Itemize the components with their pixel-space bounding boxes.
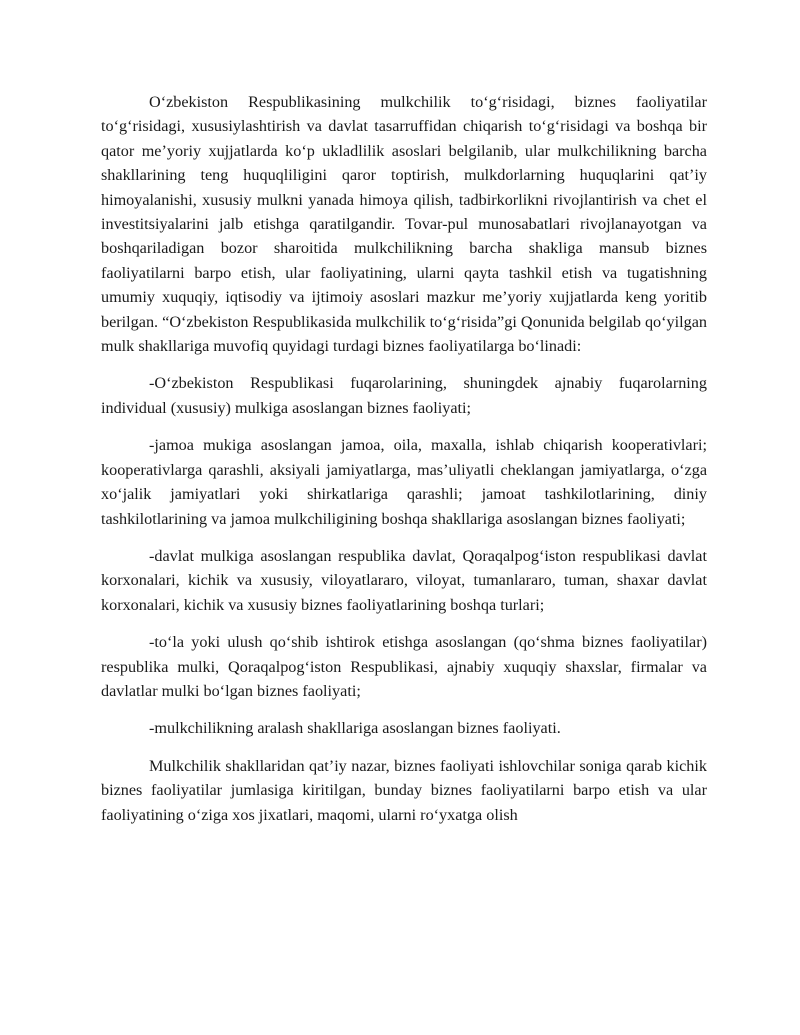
paragraph-intro: O‘zbekiston Respublikasining mulkchilik to‘g‘risidagi, biznes faoliyatilar to‘g‘risidagi, xususiylashtirish va davlat tasarruffidan chiqarish to‘g‘risidagi va boshqa bir qator me’yoriy xujjatlarda ko‘p ukladlilik asoslari belgilanib, ular mulkchilikning barcha shakllarining teng huquqliligini qaror toptirish, mulkdorlarning huquqlarini qat’iy himoyalanishi, xususiy mulkni yanada himoya qilish, tadbirkorlikni rivojlantirish va chet el investitsiyalarini jalb etishga qaratilgandir. Tovar-pul munosabatlari rivojlanayotgan va boshqariladigan bozor sharoitida mulkchilikning barcha shakliga mansub biznes faoliyatilarni barpo etish, ular faoliyatining, ularni qayta tashkil etish va tugatishning umumiy xuquqiy, iqtisodiy va ijtimoiy asoslari mazkur me’yoriy xujjatlarda keng yoritib berilgan. “O‘zbekiston Respublikasida mulkchilik to‘g‘risida”gi Qonunida belgilab qo‘yilgan mulk shakllariga muvofiq quyidagi turdagi biznes faoliyatilarga bo‘linadi:: [101, 93, 707, 356]
document-body: [101, 90, 707, 827]
list-item-individual-ownership: -O‘zbekiston Respublikasi fuqarolarining, shuningdek ajnabiy fuqarolarning individual (xususiy) mulkiga asoslangan biznes faoliyati;: [101, 374, 707, 417]
list-item-mixed-ownership: -mulkchilikning aralash shakllariga asoslangan biznes faoliyati.: [149, 719, 561, 738]
list-item-state-ownership: -davlat mulkiga asoslangan respublika davlat, Qoraqalpog‘iston respublikasi davlat korxonalari, kichik va xususiy, viloyatlararo, viloyat, tumanlararo, tuman, shaxar davlat korxonalari, kichik va xususiy biznes faoliyatlarining boshqa turlari;: [101, 546, 707, 614]
list-item-joint-ownership: -to‘la yoki ulush qo‘shib ishtirok etishga asoslangan (qo‘shma biznes faoliyatilar) respublika mulki, Qoraqalpog‘iston Respublikasi, ajnabiy xuquqiy shaxslar, firmalar va davlatlar mulki bo‘lgan biznes faoliyati;: [101, 633, 707, 700]
list-item-collective-ownership: -jamoa mukiga asoslangan jamoa, oila, maxalla, ishlab chiqarish kooperativlari; kooperativlarga qarashli, aksiyali jamiyatlarga, mas’uliyatli cheklangan jamiyatlarga, o‘zga xo‘jalik jamiyatlari yoki shirkatlariga qarashli; jamoat tashkilotlarining, diniy tashkilotlarining va jamoa mulkchiligining boshqa shakllariga asoslangan biznes faoliyati;: [101, 436, 707, 528]
paragraph-small-business: Mulkchilik shakllaridan qat’iy nazar, biznes faoliyati ishlovchilar soniga qarab kichik biznes faoliyatilar jumlasiga kiritilgan, bunday biznes faoliyatilarni barpo etish va ular faoliyatining o‘ziga xos jixatlari, maqomi, ularni ro‘yxatga olish: [101, 756, 707, 824]
